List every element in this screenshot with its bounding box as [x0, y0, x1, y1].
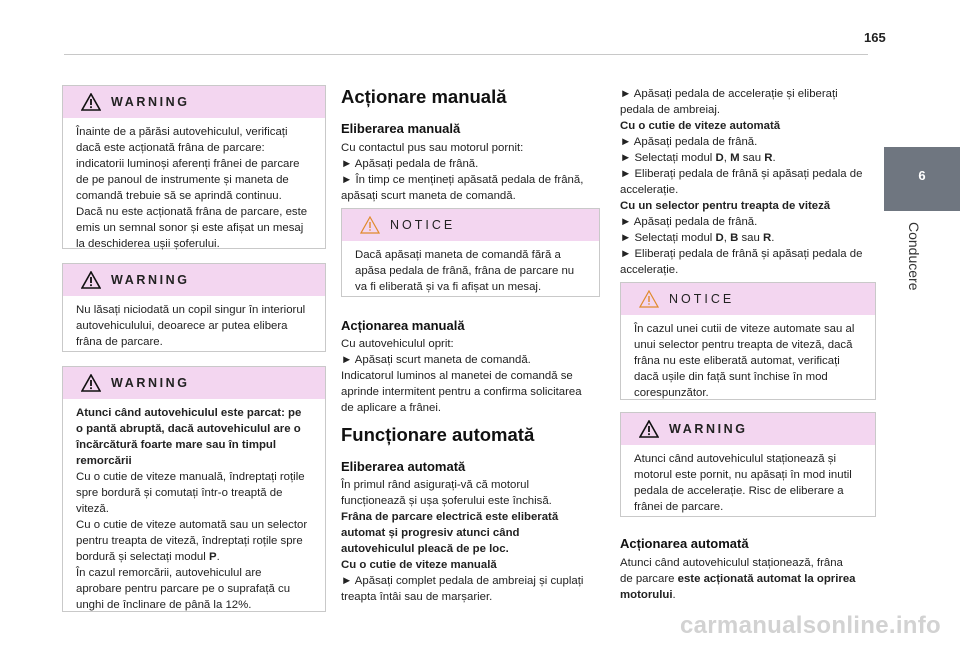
text-line: la deschiderea ușii șoferului. [76, 238, 220, 250]
warning-title: WARNING [111, 95, 190, 109]
text-line: dacă ușile din față sunt închise în mod [634, 371, 828, 383]
auto-apply-text: Atunci când autovehiculul staționează, frâna de parcare este acționată automat la oprirea motorului. [620, 557, 856, 601]
notice-header [621, 283, 875, 315]
text-line: dacă este acționată frâna de parcare: [76, 142, 265, 154]
text-line: indicatorii luminoși aferenți frânei de parcare [76, 158, 300, 170]
text-line-bold: remorcării [76, 455, 132, 467]
warning-icon [639, 420, 659, 438]
notice-box-doors [620, 282, 876, 400]
notice-icon [639, 290, 659, 308]
text-line: pentru treapta de viteză, îndreptați roțile spre [76, 535, 303, 547]
section-title-manual: Acționare manuală [341, 86, 507, 107]
notice-title: NOTICE [390, 218, 456, 232]
chapter-number: 6 [918, 168, 926, 183]
text-line: Nu lăsați niciodată un copil singur în interiorul [76, 304, 306, 316]
warning-header [63, 264, 325, 296]
warning-box-accelerator [620, 412, 876, 517]
warning-box-parking-brake [62, 85, 326, 249]
header-rule [64, 54, 868, 55]
warning-header [63, 367, 325, 399]
text-line: motorul este pornit, nu apăsați în mod inutil [634, 469, 852, 481]
warning-icon [81, 271, 101, 289]
warning-icon [81, 374, 101, 392]
warning-title: WARNING [111, 273, 190, 287]
text-line-bold: încărcătură foarte mare sau în timpul [76, 439, 277, 451]
text-line: spre bordură și comutați într-o treaptă de [76, 487, 283, 499]
auto-release-text: În primul rând asigurați-vă că motorul funcționează și ușa șoferului este închisă. Frâna de parcare electrică este eliberată automat și progresiv atunci când autovehiculul pleacă de pe loc. Cu o cutie de viteze manuală ► Apăsați complet pedala de ambreiaj și cuplați treapta întâi sau de marșarier. [341, 479, 584, 603]
text-line: Atunci când autovehiculul staționează și [634, 453, 836, 465]
text-line: Dacă apăsați maneta de comandă fără a [355, 249, 561, 261]
chapter-label: Conducere [906, 222, 922, 291]
subsection-title-auto-apply: Acționarea automată [620, 536, 749, 551]
text-line: frâna nu este eliberată automat, verificați [634, 355, 840, 367]
text-line: va fi eliberată și va fi afișat un mesaj. [355, 281, 542, 293]
text-line: autovehiculului, deoarece ar putea elibera [76, 320, 288, 332]
text-line: Dacă nu este acționată frâna de parcare, este [76, 206, 308, 218]
text-line: pedala de accelerație. Risc de eliberare a [634, 485, 844, 497]
warning-box-child [62, 263, 326, 352]
text-line: Înainte de a părăsi autovehiculul, verificați [76, 126, 288, 138]
warning-header [63, 86, 325, 118]
warning-title: WARNING [111, 376, 190, 390]
warning-title: WARNING [669, 422, 748, 436]
watermark: carmanualsonline.info [680, 612, 942, 639]
text-line: frânei de parcare. [634, 501, 724, 513]
subsection-title-manual-apply: Acționarea manuală [341, 318, 465, 333]
text-line: bordură și selectați modul P. [76, 551, 220, 563]
notice-title: NOTICE [669, 292, 735, 306]
text-line-bold: Atunci când autovehiculul este parcat: pe [76, 407, 302, 419]
text-line: corespunzător. [634, 387, 709, 399]
manual-apply-text: Cu autovehiculul oprit: ► Apăsați scurt maneta de comandă. Indicatorul luminos al manetei de comandă se aprinde intermitent pentru a confirma solicitarea de aplicare a frânei. [341, 338, 582, 414]
warning-box-slope [62, 366, 326, 612]
text-line: aprobare pentru parcare pe o suprafață cu [76, 583, 291, 595]
section-title-auto: Funcționare automată [341, 424, 535, 445]
text-line: frâna de parcare. [76, 336, 163, 348]
auto-release-continued: ► Apăsați pedala de accelerație și eliberați pedala de ambreiaj. Cu o cutie de viteze automată ► Apăsați pedala de frână. ► Selectați modul D, M sau R. ► Eliberați pedala de frână și apăsați pedala de accelerație. Cu un selector pentru treapta de viteză ► Apăsați pedala de frână. ► Selectați modul D, B sau R. ► Eliberați pedala de frână și apăsați pedala de accelerație. [620, 88, 863, 276]
notice-header [342, 209, 599, 241]
warning-icon [81, 93, 101, 111]
text-line: emis un semnal sonor și este afișat un mesaj [76, 222, 304, 234]
text-line: În cazul unei cutii de viteze automate sau al [634, 323, 855, 335]
text-line: În cazul remorcării, autovehiculul are [76, 567, 262, 579]
text-line: unghi de înclinare de până la 12%. [76, 599, 252, 611]
text-line: viteză. [76, 503, 109, 515]
text-line: Cu o cutie de viteze automată sau un selector [76, 519, 308, 531]
text-line-bold: o pantă abruptă, dacă autovehiculul are o [76, 423, 301, 435]
text-line: apăsa pedala de frână, frâna de parcare nu [355, 265, 575, 277]
text-line: Cu o cutie de viteze manuală, îndreptați roțile [76, 471, 305, 483]
warning-header [621, 413, 875, 445]
notice-box-lever [341, 208, 600, 297]
text-line: de pe panoul de instrumente și maneta de [76, 174, 289, 186]
text-line: unui selector pentru treapta de viteză, dacă [634, 339, 853, 351]
subsection-title-auto-release: Eliberarea automată [341, 459, 466, 474]
notice-icon [360, 216, 380, 234]
manual-release-text: Cu contactul pus sau motorul pornit: ► Apăsați pedala de frână. ► În timp ce mențineți apăsată pedala de frână, apăsați scurt maneta de comandă. [341, 142, 584, 202]
text-line: comandă trebuie să se aprindă continuu. [76, 190, 282, 202]
subsection-title-manual-release: Eliberarea manuală [341, 121, 461, 136]
page-number: 165 [864, 30, 886, 45]
